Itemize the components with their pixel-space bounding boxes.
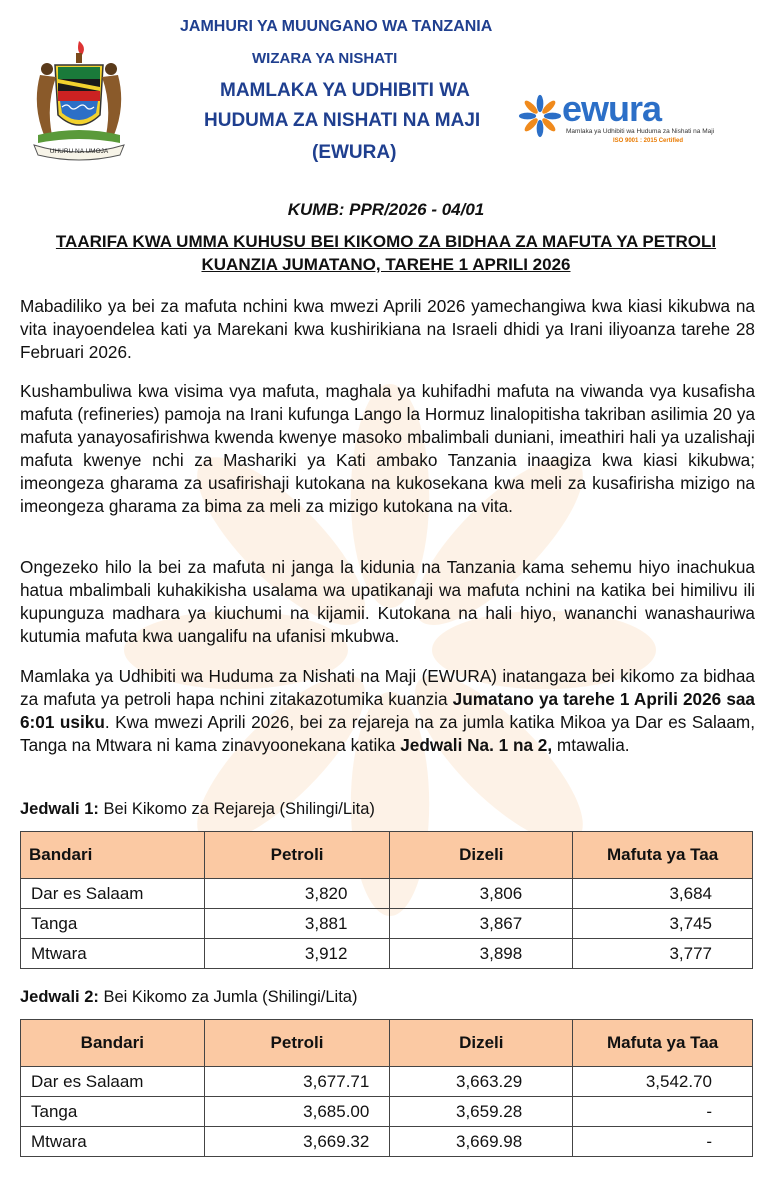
header-republic: JAMHURI YA MUUNGANO WA TANZANIA	[180, 18, 493, 35]
table-row	[21, 939, 753, 969]
table-cell-port: Tanga	[21, 1097, 205, 1127]
letterhead	[0, 0, 772, 180]
wholesale-price-table	[20, 1019, 753, 1157]
table-row	[21, 909, 753, 939]
table-cell-diesel: 3,867	[390, 909, 573, 939]
table-cell-petrol: 3,685.00	[204, 1097, 390, 1127]
table-cell-diesel: 3,663.29	[390, 1067, 573, 1097]
table-row	[21, 1127, 753, 1157]
table-reference: Jedwali Na. 1 na 2,	[400, 735, 553, 755]
paragraph-1: Mabadiliko ya bei za mafuta nchini kwa mwezi Aprili 2026 yamechangiwa kwa kiasi kikubwa na vita inayoendelea kati ya Marekani kwa kushirikiana na Israeli dhidi ya Irani iliyoanza tarehe 28 Februari 2026.	[20, 296, 755, 362]
table-cell-port: Dar es Salaam	[21, 1067, 205, 1097]
ewura-logo-tagline: Mamlaka ya Udhibiti wa Huduma za Nishati na Maji	[566, 128, 715, 135]
header-authority-acronym: (EWURA)	[312, 142, 397, 163]
table-cell-kerosene: 3,542.70	[573, 1067, 753, 1097]
table-cell-petrol: 3,677.71	[204, 1067, 390, 1097]
paragraph-3: Ongezeko hilo la bei za mafuta ni janga la kidunia na Tanzania kama sehemu hiyo inachukua hatua mbalimbali kuhakikisha usalama wa upatikanaji wa mafuta nchini na katika bei himilivu ili kupunguza madhara ya kiuchumi na kijamii. Kutokana na hali hiyo, wananchi wanashauriwa kutumia mafuta kwa uangalifu na ufanisi mkubwa.	[20, 557, 755, 646]
table-cell-kerosene: -	[573, 1127, 753, 1157]
header-authority-line2: HUDUMA ZA NISHATI NA MAJI	[204, 110, 481, 131]
table-cell-petrol: 3,881	[204, 909, 390, 939]
table-cell-petrol: 3,912	[204, 939, 390, 969]
table-cell-port: Dar es Salaam	[21, 879, 205, 909]
table1-header-kerosene: Mafuta ya Taa	[573, 832, 753, 879]
table-cell-diesel: 3,669.98	[390, 1127, 573, 1157]
paragraph-2: Kushambuliwa kwa visima vya mafuta, maghala ya kuhifadhi mafuta na viwanda vya kusafisha mafuta (refineries) pamoja na Irani kufunga Lango la Hormuz linalopitisha takriban asilimia 20 ya mafuta yanayosafirishwa kwenda kwenye masoko mbalimbali duniani, imeathiri hali ya uzalishaji mafuta kwenye nchi za Mashariki ya Kati ambako Tanzania inaagiza kwa kiasi kikubwa; imeongeza gharama za usafirishaji kutokana na kukosekana kwa meli za kusafirisha mizigo na imeongeza gharama za bima za meli za mizigo kutokana na vita.	[20, 381, 755, 516]
table-cell-diesel: 3,898	[390, 939, 573, 969]
coat-of-arms-icon	[20, 35, 138, 165]
table1-caption-text: Bei Kikomo za Rejareja (Shilingi/Lita)	[98, 800, 375, 818]
table-row	[21, 1067, 753, 1097]
table-cell-petrol: 3,820	[204, 879, 390, 909]
table-row	[21, 879, 753, 909]
table1-caption-label: Jedwali 1:	[20, 800, 99, 818]
paragraph-4	[20, 665, 755, 757]
table2-header-diesel: Dizeli	[390, 1020, 573, 1067]
table1-caption	[20, 800, 375, 819]
reference-number: KUMB: PPR/2026 - 04/01	[287, 200, 485, 219]
document-title: TAARIFA KWA UMMA KUHUSU BEI KIKOMO ZA BIDHAA ZA MAFUTA YA PETROLI KUANZIA JUMATANO, TAREHE 1 APRILI 2026	[55, 232, 717, 274]
paragraph-4-part-e: mtawalia.	[552, 735, 630, 755]
table2-header-port: Bandari	[21, 1020, 205, 1067]
table2-caption-text: Bei Kikomo za Jumla (Shilingi/Lita)	[98, 988, 358, 1006]
table-cell-port: Tanga	[21, 909, 205, 939]
ewura-logo-text: ewura	[562, 88, 662, 129]
coat-motto: UHURU NA UMOJA	[49, 148, 109, 155]
table-cell-kerosene: 3,745	[573, 909, 753, 939]
ewura-iso-certification: ISO 9001 : 2015 Certified	[613, 138, 684, 144]
ewura-logo-icon	[517, 93, 563, 139]
header-authority-line1: MAMLAKA YA UDHIBITI WA	[220, 80, 470, 101]
table-cell-kerosene: 3,684	[573, 879, 753, 909]
table1-header-port: Bandari	[21, 832, 205, 879]
header-ministry: WIZARA YA NISHATI	[252, 50, 398, 67]
table1-header-petrol: Petroli	[204, 832, 390, 879]
table-cell-petrol: 3,669.32	[204, 1127, 390, 1157]
table-cell-diesel: 3,659.28	[390, 1097, 573, 1127]
table2-caption	[20, 988, 357, 1007]
paragraph-4-part-a: Mamlaka ya Udhibiti wa Huduma za Nishati na Maji (EWURA) inatangaza bei kikomo za bidhaa za mafuta ya petroli hapa nchini zitakazotumika kuanzia	[20, 666, 755, 709]
table-cell-kerosene: -	[573, 1097, 753, 1127]
table-cell-diesel: 3,806	[390, 879, 573, 909]
table-cell-port: Mtwara	[21, 939, 205, 969]
table1-header-diesel: Dizeli	[390, 832, 573, 879]
table-cell-port: Mtwara	[21, 1127, 205, 1157]
paragraph-4-part-c: . Kwa mwezi Aprili 2026, bei za rejareja na za jumla katika Mikoa ya Dar es Salaam, Tanga na Mtwara ni kama zinavyoonekana katika	[20, 712, 755, 755]
table2-caption-label: Jedwali 2:	[20, 988, 99, 1006]
table2-header-petrol: Petroli	[204, 1020, 390, 1067]
table-cell-kerosene: 3,777	[573, 939, 753, 969]
retail-price-table	[20, 831, 753, 969]
effective-date: Jumatano ya tarehe 1 Aprili 2026 saa 6:01 usiku	[20, 689, 755, 732]
table2-header-kerosene: Mafuta ya Taa	[573, 1020, 753, 1067]
table-row	[21, 1097, 753, 1127]
